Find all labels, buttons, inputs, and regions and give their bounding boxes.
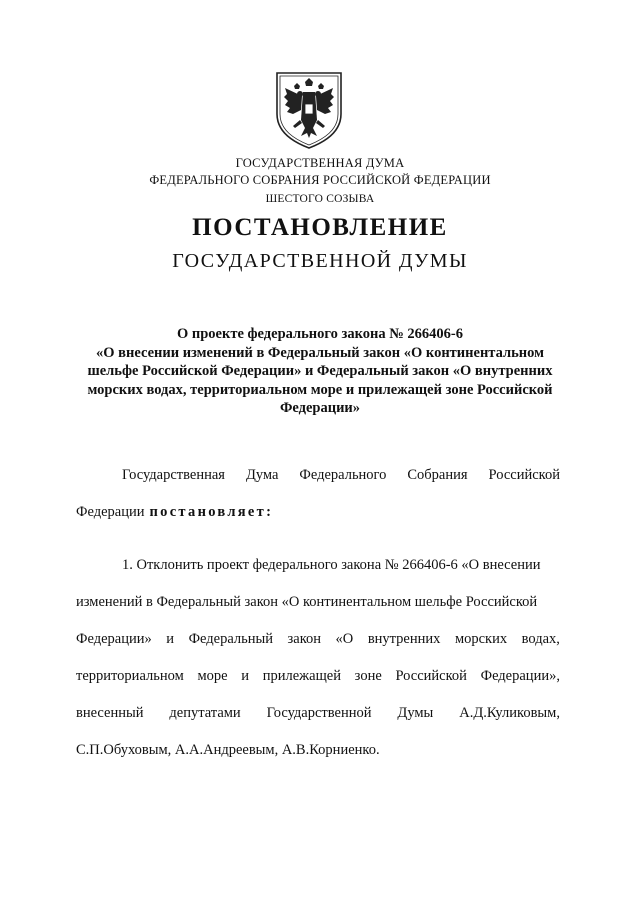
word: Собрания <box>407 467 468 483</box>
org-line-3: ШЕСТОГО СОЗЫВА <box>265 193 375 205</box>
item-line-2 <box>76 594 560 611</box>
word: и <box>166 631 175 647</box>
word: прилежащей <box>262 668 341 684</box>
russian-coat-of-arms-icon <box>273 70 345 150</box>
word: море <box>197 668 228 684</box>
word: Федерации» <box>76 631 152 647</box>
preamble-line-2 <box>76 504 560 521</box>
word: внесенный <box>76 705 144 721</box>
org-line-1: ГОСУДАРСТВЕННАЯ ДУМА <box>235 156 405 170</box>
word: территориальном <box>76 668 184 684</box>
word: «О <box>335 631 354 647</box>
word: закон <box>287 631 322 647</box>
word: Российской <box>395 668 467 684</box>
heading-line: О проекте федерального закона № 266406-6 <box>176 326 464 342</box>
word: депутатами <box>169 705 241 721</box>
heading-line: шельфе Российской Федерации» и Федеральный закон «О внутренних <box>87 363 553 379</box>
document-title: ПОСТАНОВЛЕНИЕ <box>192 214 448 241</box>
word: и <box>241 668 250 684</box>
document-subtitle: ГОСУДАРСТВЕННОЙ ДУМЫ <box>172 250 468 272</box>
heading-line: морских водах, территориальном море и прилежащей зоне Российской <box>87 381 553 398</box>
word: Российской <box>488 467 560 483</box>
line-text: изменений в Федеральный закон «О континентальном шельфе Российской <box>76 594 538 610</box>
word: Государственной <box>266 705 372 721</box>
word: Федерации», <box>480 668 560 684</box>
word: зоне <box>354 668 382 684</box>
org-line-2: ФЕДЕРАЛЬНОГО СОБРАНИЯ РОССИЙСКОЙ ФЕДЕРАЦИИ <box>149 173 491 187</box>
item-line-6 <box>76 742 560 759</box>
line-text: 1. Отклонить проект федерального закона № 266406-6 «О внесении <box>122 557 541 573</box>
word: Федерального <box>299 467 387 483</box>
item-line-1 <box>76 557 560 574</box>
resolves-emphasis: постановляет: <box>149 504 274 520</box>
item-line-3 <box>76 631 560 648</box>
word: водах, <box>521 631 560 647</box>
word: морских <box>454 631 508 647</box>
word: Федеральный <box>188 631 273 647</box>
word: А.Д.Куликовым, <box>459 705 560 721</box>
word: Федерации <box>76 504 145 520</box>
word: Государственная <box>122 467 225 483</box>
word: Думы <box>397 705 434 721</box>
heading-line: Федерации» <box>279 400 361 416</box>
preamble-line-1 <box>76 467 560 484</box>
heading-line: «О внесении изменений в Федеральный закон «О континентальном <box>96 344 544 361</box>
word: внутренних <box>367 631 441 647</box>
resolution-heading <box>60 325 580 418</box>
item-line-5 <box>76 705 560 722</box>
line-text: С.П.Обуховым, А.А.Андреевым, А.В.Корниенко. <box>76 742 380 758</box>
item-line-4 <box>76 668 560 685</box>
word: Дума <box>245 467 279 483</box>
